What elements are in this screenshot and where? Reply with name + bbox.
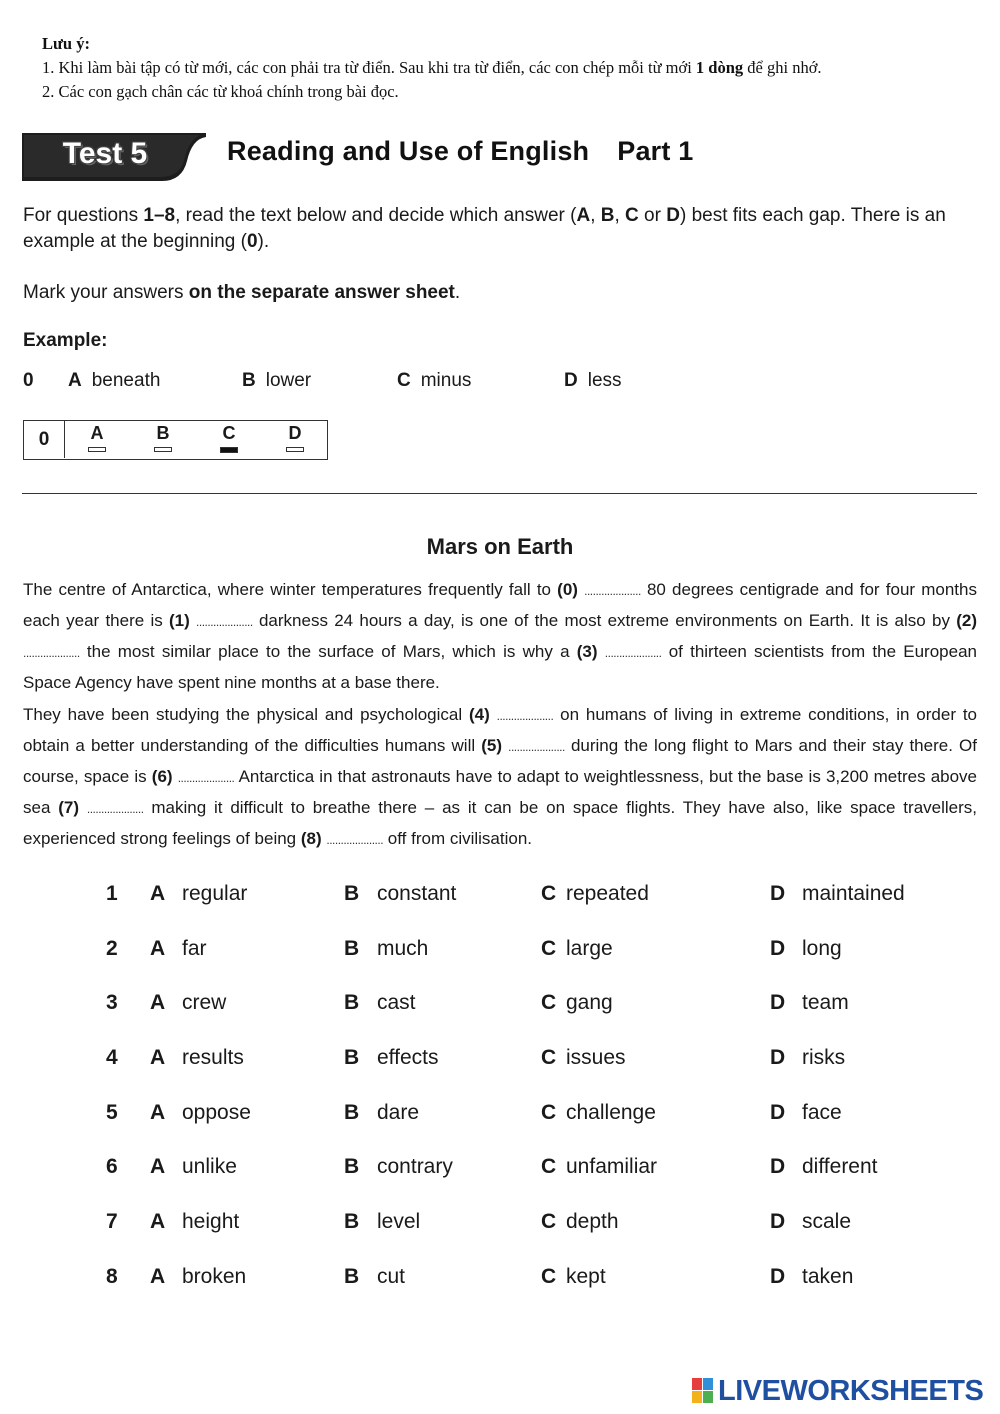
section-divider <box>22 493 977 494</box>
question-row-6 <box>0 1155 1000 1195</box>
logo-text: LIVEWORKSHEETS <box>718 1375 984 1407</box>
option-letter: C <box>541 991 557 1014</box>
option-d[interactable]: risks <box>802 1046 846 1069</box>
part-title: Part 1 <box>617 136 694 166</box>
option-letter: B <box>344 882 360 905</box>
gap-number-0: (0) <box>557 580 578 599</box>
mark-answers-instruction <box>23 280 978 306</box>
option-a[interactable]: broken <box>182 1265 247 1288</box>
example-option-a <box>68 370 160 392</box>
question-number: 4 <box>106 1046 118 1069</box>
question-number: 2 <box>106 937 118 960</box>
option-letter: D <box>770 937 786 960</box>
option-b[interactable]: cut <box>377 1265 406 1288</box>
example-option-d <box>564 370 622 392</box>
passage-text: darkness 24 hours a day, is one of the most extreme environments on Earth. It is also by <box>252 611 957 630</box>
instr-letter: D <box>666 205 680 226</box>
gap-number-8: (8) <box>300 829 322 848</box>
answer-grid-number: 0 <box>24 421 65 458</box>
option-letter: A <box>150 882 166 905</box>
option-letter: D <box>770 1265 786 1288</box>
logo-block <box>703 1378 713 1390</box>
instr-text: Mark your answers <box>23 282 189 303</box>
instr-zero: 0 <box>246 231 258 252</box>
option-letter: A <box>150 1210 166 1233</box>
option-d[interactable]: team <box>802 991 849 1014</box>
question-number: 8 <box>106 1265 118 1288</box>
option-letter: C <box>541 1210 557 1233</box>
option-a[interactable]: crew <box>182 991 227 1014</box>
option-c[interactable]: issues <box>566 1046 626 1069</box>
option-c[interactable]: repeated <box>566 882 649 905</box>
logo-block <box>692 1391 702 1403</box>
question-number: 5 <box>106 1101 118 1124</box>
option-letter: B <box>344 1101 360 1124</box>
example-answer-grid <box>23 420 328 460</box>
bubble-mark-selected <box>220 447 238 453</box>
option-text: lower <box>265 370 312 391</box>
gap-3: .................... <box>604 646 662 660</box>
example-label: Example: <box>23 330 108 351</box>
instr-text: ). <box>257 231 270 252</box>
instr-bold: on the separate answer sheet <box>188 282 455 303</box>
option-text: beneath <box>91 370 161 391</box>
question-row-4 <box>0 1046 1000 1086</box>
passage-text: on humans of living in extreme conditions, in order to obtain a better understanding of the difficulties humans will <box>23 705 977 755</box>
option-a[interactable]: regular <box>182 882 248 905</box>
gap-7: .................... <box>86 802 144 816</box>
option-letter: A <box>68 370 82 391</box>
example-number <box>23 370 34 392</box>
option-letter: D <box>770 882 786 905</box>
option-b[interactable]: constant <box>377 882 457 905</box>
option-c[interactable]: kept <box>566 1265 606 1288</box>
passage-text: during the long flight to Mars and their stay there. Of course, space is <box>23 736 977 786</box>
passage-text: off from civilisation. <box>383 829 533 848</box>
option-letter: A <box>150 1101 166 1124</box>
notes-line-1 <box>42 56 972 80</box>
option-letter: C <box>541 1046 557 1069</box>
bubble-mark <box>88 447 106 452</box>
gap-number-2: (2) <box>956 611 977 630</box>
notes-line-1-end: để ghi nhớ. <box>743 58 822 77</box>
instr-text: ) best fits each gap. There is an example at the beginning ( <box>23 205 946 252</box>
option-letter: B <box>344 991 360 1014</box>
bubble-letter: A <box>90 423 104 443</box>
option-letter: B <box>344 937 360 960</box>
option-d[interactable]: taken <box>802 1265 854 1288</box>
bubble-letter: D <box>288 423 302 443</box>
notes-block <box>42 32 972 104</box>
option-letter: A <box>150 1265 166 1288</box>
test-label: Test 5 <box>62 137 148 170</box>
gap-number-5: (5) <box>481 736 503 755</box>
option-letter: C <box>541 1265 557 1288</box>
instr-text: , <box>590 205 601 226</box>
option-a[interactable]: height <box>182 1210 240 1233</box>
logo-block <box>703 1391 713 1403</box>
option-a[interactable]: unlike <box>182 1155 237 1178</box>
option-c[interactable]: depth <box>566 1210 619 1233</box>
answer-bubble-b <box>152 423 174 452</box>
option-c[interactable]: large <box>566 937 613 960</box>
bubble-letter: B <box>156 423 170 443</box>
gap-6: .................... <box>177 771 235 785</box>
question-number: 1 <box>106 882 118 905</box>
gap-number-6: (6) <box>151 767 173 786</box>
question-row-3 <box>0 991 1000 1031</box>
instr-range: 1–8 <box>143 205 176 226</box>
passage-text: The centre of Antarctica, where winter temperatures frequently fall to <box>23 580 558 599</box>
option-c[interactable]: challenge <box>566 1101 656 1124</box>
gap-0: .................... <box>584 584 641 598</box>
option-letter: D <box>564 370 578 391</box>
option-letter: A <box>150 1046 166 1069</box>
option-a[interactable]: oppose <box>182 1101 251 1124</box>
passage-text: They have been studying the physical and psychological <box>23 705 469 724</box>
option-letter: B <box>344 1046 360 1069</box>
question-number: 7 <box>106 1210 118 1233</box>
passage-text: the most similar place to the surface of Mars, which is why a <box>79 642 577 661</box>
example-option-b <box>242 370 311 392</box>
gap-1: .................... <box>196 615 253 629</box>
logo-icon <box>692 1378 714 1404</box>
option-letter: B <box>344 1265 360 1288</box>
passage-paragraph-1 <box>23 575 977 697</box>
question-row-5 <box>0 1101 1000 1141</box>
question-row-1 <box>0 882 1000 922</box>
passage-paragraph-2 <box>23 700 977 855</box>
instr-text: , <box>614 205 626 226</box>
test-banner <box>22 131 208 183</box>
option-text: minus <box>420 370 472 391</box>
option-letter: C <box>541 882 557 905</box>
gap-number-1: (1) <box>168 611 190 630</box>
example-option-c <box>397 370 471 392</box>
answer-bubble-a <box>86 423 108 452</box>
passage-text: Antarctica in that astronauts have to adapt to weightlessness, but the base is 3,200 metres above sea <box>23 767 978 817</box>
question-number: 6 <box>106 1155 118 1178</box>
option-text: less <box>587 370 622 391</box>
option-letter: D <box>770 991 786 1014</box>
option-letter: D <box>770 1210 786 1233</box>
notes-line-1-text: 1. Khi làm bài tập có từ mới, các con phải tra từ điển. Sau khi tra từ điển, các con chép mỗi từ mới <box>42 58 696 77</box>
option-c[interactable]: unfamiliar <box>566 1155 658 1178</box>
option-a[interactable]: results <box>182 1046 244 1069</box>
passage-title: Mars on Earth <box>426 534 574 559</box>
gap-number-3: (3) <box>576 642 598 661</box>
passage-text: of thirteen scientists from the European Space Agency have spent nine months at a base there. <box>23 642 977 692</box>
option-letter: C <box>541 1101 557 1124</box>
question-row-8 <box>0 1265 1000 1305</box>
passage-text: 80 degrees centigrade and for four months each year there is <box>23 580 977 630</box>
instr-text: . <box>454 282 461 303</box>
option-b[interactable]: cast <box>377 991 416 1014</box>
instr-text: or <box>638 205 667 226</box>
example-num: 0 <box>23 370 34 391</box>
question-row-2 <box>0 937 1000 977</box>
notes-line-2: 2. Các con gạch chân các từ khoá chính trong bài đọc. <box>42 82 399 101</box>
option-letter: A <box>150 937 166 960</box>
option-b[interactable]: contrary <box>377 1155 453 1178</box>
gap-number-4: (4) <box>468 705 490 724</box>
bubble-mark <box>286 447 304 452</box>
option-b[interactable]: effects <box>377 1046 439 1069</box>
option-letter: D <box>770 1046 786 1069</box>
gap-number-7: (7) <box>58 798 80 817</box>
answer-bubble-c <box>218 423 240 453</box>
option-b[interactable]: much <box>377 937 429 960</box>
instr-text: For questions <box>23 205 144 226</box>
instr-text: , read the text below and decide which answer ( <box>175 205 577 226</box>
passage-text: making it difficult to breathe there – as it can be on space flights. They have also, like space travellers, experienced strong feelings of being <box>23 798 977 848</box>
option-letter: D <box>770 1155 786 1178</box>
gap-2: .................... <box>23 646 80 660</box>
bubble-mark <box>154 447 172 452</box>
option-letter: A <box>150 991 166 1014</box>
question-number: 3 <box>106 991 118 1014</box>
instr-letter: B <box>600 205 615 226</box>
section-title: Reading and Use of English <box>227 136 590 166</box>
option-letter: C <box>541 937 557 960</box>
option-letter: D <box>770 1101 786 1124</box>
option-a[interactable]: far <box>182 937 207 960</box>
page-title <box>227 136 694 167</box>
option-letter: B <box>344 1155 360 1178</box>
instr-letter: C <box>625 205 639 226</box>
option-letter: C <box>541 1155 557 1178</box>
notes-line-1-bold: 1 dòng <box>695 58 744 77</box>
question-row-7 <box>0 1210 1000 1250</box>
option-letter: B <box>242 370 256 391</box>
answer-bubble-d <box>284 423 306 452</box>
notes-title: Lưu ý: <box>42 34 90 53</box>
option-d[interactable]: different <box>802 1155 878 1178</box>
option-b[interactable]: dare <box>377 1101 420 1124</box>
option-d[interactable]: face <box>802 1101 842 1124</box>
gap-4: .................... <box>496 709 554 723</box>
gap-5: .................... <box>508 740 565 754</box>
bubble-letter: C <box>222 423 236 443</box>
option-d[interactable]: scale <box>802 1210 852 1233</box>
instr-letter: A <box>576 205 591 226</box>
option-c[interactable]: gang <box>566 991 613 1014</box>
gap-8: .................... <box>326 833 384 847</box>
option-d[interactable]: maintained <box>802 882 905 905</box>
option-letter: C <box>397 370 411 391</box>
option-b[interactable]: level <box>377 1210 421 1233</box>
instructions-paragraph <box>23 203 978 255</box>
logo-block <box>692 1378 702 1390</box>
option-letter: B <box>344 1210 360 1233</box>
option-letter: A <box>150 1155 166 1178</box>
option-d[interactable]: long <box>802 937 842 960</box>
